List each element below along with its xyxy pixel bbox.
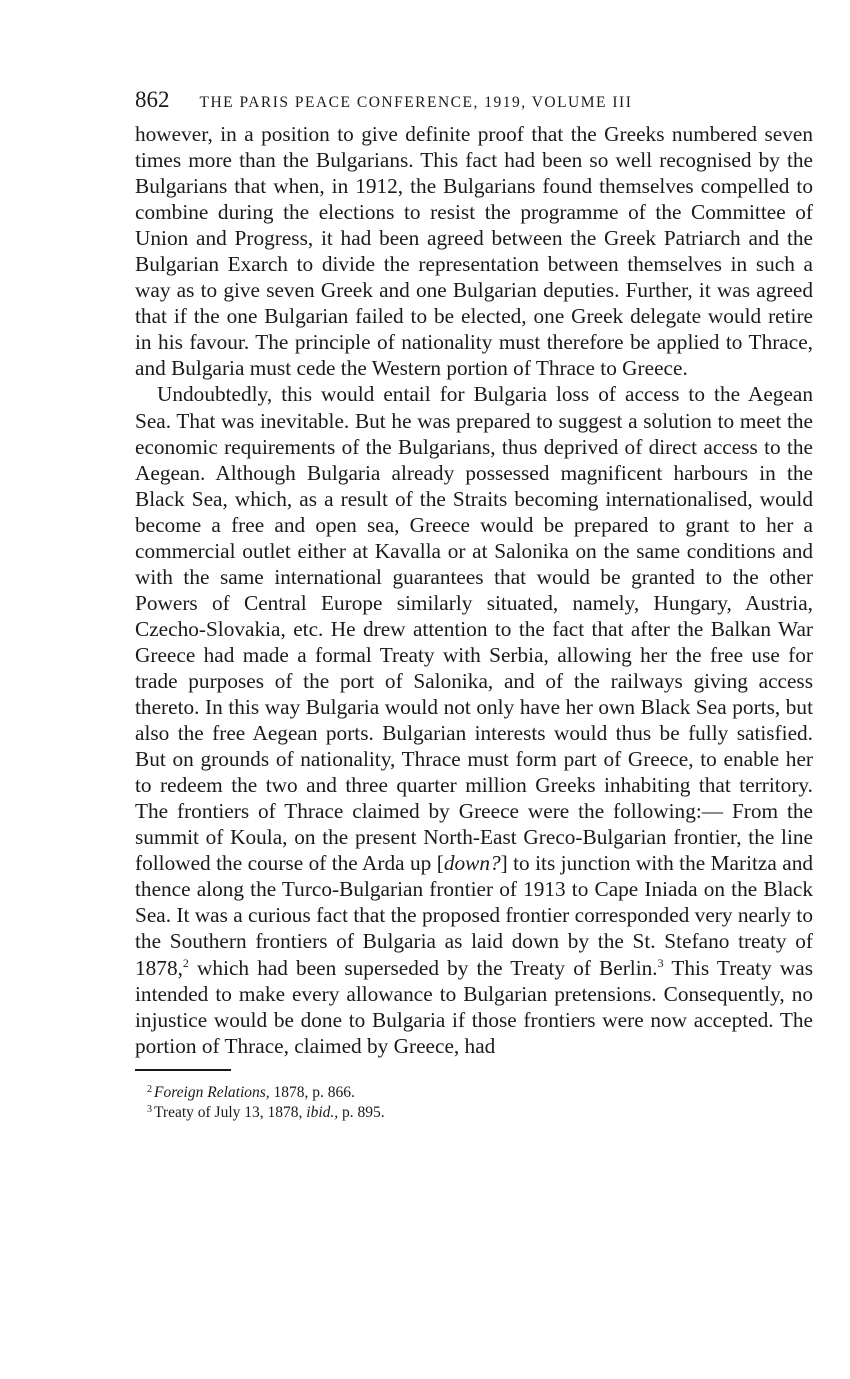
paragraph-text: Undoubtedly, this would entail for Bulgaria loss of access to the Aegean Sea. That was inevitable. But he was prepared to suggest a solution to meet the economic requirements of the Bulgarians, thus deprived of direct access to the Aegean. Although Bulgaria already possessed magnificent harbours in the Black Sea, which, as a result of the Straits becoming internationalised, would become a free and open sea, Greece would be prepared to grant to her a commercial outlet either at Kavalla or at Salonika on the same conditions and with the same international guarantees that would be granted to the other Powers of Central Europe similarly situated, namely, Hungary, Austria, Czecho-Slovakia, etc. He drew attention to the fact that after the Balkan War Greece had made a formal Treaty with Serbia, allowing her the free use for trade purposes of the port of Salonika, and of the railways giving access thereto. In this way Bulgaria would not only have her own Black Sea ports, but also the free Aegean ports. Bulgarian interests would thus be fully satisfied. But on grounds of nationality, Thrace must form part of Greece, to enable her to redeem the two and three quarter million Greeks inhabiting that territory. The frontiers of Thrace claimed by Greece were the following:— From the summit of Koula, on the present North-East Greco-Bulgarian frontier, the line followed the course of the Arda up [: [135, 382, 813, 876]
footnote-reference: 3: [657, 955, 664, 970]
editorial-insertion: down?: [443, 851, 501, 876]
footnote-mark: 2: [147, 1083, 152, 1095]
footnote-text: p. 895.: [338, 1103, 385, 1121]
paragraph-text: This Treaty was intended to make every allowance to Bulgarian pretensions. Consequently, no injustice would be done to Bulgaria if those frontiers were now accepted. The portion of Thrace, claimed by Greece, had: [135, 955, 813, 1058]
footnote-text: Treaty of July 13, 1878,: [154, 1103, 307, 1121]
paragraph-text: ] to its junction with the Maritza and thence along the Turco-Bulgarian frontier of 1913 to Cape Iniada on the Black Sea. It was a curious fact that the proposed frontier corresponded very nearly to the Southern frontiers of Bulgaria as laid down by the St. Stefano treaty of 1878,: [135, 851, 814, 980]
document-page: [135, 86, 813, 1121]
footnote: [147, 1081, 813, 1101]
running-head: THE PARIS PEACE CONFERENCE, 1919, VOLUME III: [199, 94, 633, 111]
paragraph-continued: however, in a position to give definite proof that the Greeks numbered seven times more than the Bulgarians. This fact had been so well recognised by the Bulgarians that when, in 1912, the Bulgarians found themselves compelled to combine during the elections to resist the programme of the Committee of Union and Progress, it had been agreed between the Greek Patriarch and the Bulgarian Exarch to divide the representation between themselves in such a way as to give seven Greek and one Bulgarian deputies. Further, it was agreed that if the one Bulgarian failed to be elected, one Greek delegate would retire in his favour. The principle of nationality must therefore be applied to Thrace, and Bulgaria must cede the Western portion of Thrace to Greece.: [135, 122, 813, 381]
footnote-divider: [135, 1069, 231, 1071]
footnote-reference: 2: [182, 955, 189, 970]
body-text: [135, 121, 813, 1059]
page-number: 862: [135, 87, 170, 112]
footnote: [147, 1101, 813, 1121]
paragraph-thrace: [135, 381, 813, 1058]
footnote-mark: 3: [147, 1103, 152, 1115]
footnote-ibid: ibid.,: [306, 1103, 339, 1121]
paragraph-text: which had been superseded by the Treaty of Berlin.: [188, 955, 658, 980]
footnotes: [135, 1081, 813, 1121]
footnote-title: Foreign Relations,: [154, 1083, 270, 1101]
page-header: [135, 86, 813, 117]
footnote-text: 1878, p. 866.: [269, 1083, 355, 1101]
